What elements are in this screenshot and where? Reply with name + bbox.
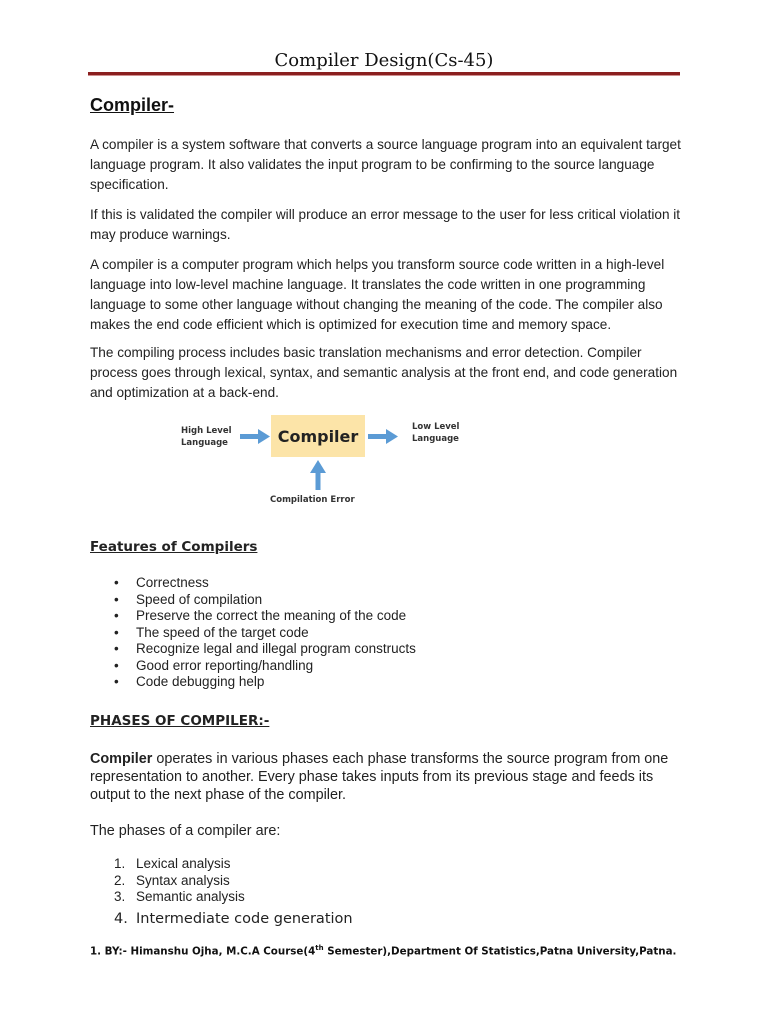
header-rule (88, 72, 680, 76)
feature-label: Recognize legal and illegal program constructs (136, 641, 416, 656)
compilation-error-label: Compilation Error (270, 495, 355, 505)
list-number: 1. (114, 856, 126, 871)
bullet-icon: • (114, 608, 119, 623)
output-arrow-shaft (368, 434, 388, 439)
bullet-icon: • (114, 624, 119, 640)
list-item (90, 625, 416, 642)
bullet-icon: • (114, 641, 119, 656)
paragraph-process: The compiling process includes basic translation mechanisms and error detection. Compiler process goes through lexical, syntax, and semantic analysis at the front end, and code generation and optimization at a back-end. (90, 345, 678, 400)
compiler-heading: Compiler- (90, 95, 175, 115)
page-footer (90, 944, 676, 957)
footer-superscript: th (315, 944, 324, 952)
bullet-icon: • (114, 591, 119, 607)
phase-label: Intermediate code generation (136, 910, 353, 927)
list-number: 2. (114, 872, 126, 888)
phases-intro-text: operates in various phases each phase transforms the source program from one representation to another. Every phase takes inputs from its previous stage and feeds its output to the next phase of the compiler. (90, 751, 669, 803)
output-language-label: Low Level Language (412, 422, 460, 444)
footer-prefix: 1. BY:- Himanshu Ojha, M.C.A Course(4 (90, 945, 316, 958)
phases-list-intro: The phases of a compiler are: (90, 823, 281, 839)
list-item (90, 575, 416, 592)
phases-heading: PHASES OF COMPILER:- (90, 713, 270, 729)
list-item (90, 592, 416, 609)
list-item (90, 658, 416, 675)
phase-label: Lexical analysis (136, 856, 231, 871)
input-arrow-head (258, 429, 270, 444)
list-item (90, 889, 353, 906)
phase-label: Syntax analysis (136, 872, 230, 888)
phase-label: Semantic analysis (136, 889, 245, 904)
bullet-icon: • (114, 657, 119, 673)
feature-label: The speed of the target code (136, 624, 309, 640)
phases-intro-paragraph (90, 750, 690, 804)
bullet-icon: • (114, 575, 119, 590)
list-item (90, 674, 416, 691)
compiler-box: Compiler (271, 415, 365, 457)
phases-intro-bold: Compiler (90, 751, 153, 767)
list-number: 4. (114, 910, 128, 927)
error-arrow-shaft (316, 472, 321, 490)
paragraph-translation: A compiler is a computer program which helps you transform source code written in a high-level language into low-level machine language. It translates the code written in one programming language to some other language without changing the meaning of the code. The compiler also makes the end code efficient which is optimized for execution time and memory space. (90, 257, 665, 332)
feature-label: Correctness (136, 575, 209, 590)
error-arrow-head (310, 460, 326, 473)
feature-label: Preserve the correct the meaning of the code (136, 608, 407, 623)
list-item (90, 908, 353, 930)
list-item (90, 873, 353, 890)
input-arrow-shaft (240, 434, 260, 439)
list-item (90, 608, 416, 625)
features-list (90, 575, 416, 691)
compiler-diagram (170, 412, 470, 516)
feature-label: Good error reporting/handling (136, 657, 314, 673)
list-item (90, 641, 416, 658)
list-item (90, 856, 353, 873)
input-language-label: High Level Language (181, 426, 232, 448)
output-arrow-head (386, 429, 398, 444)
document-header-title: Compiler Design(Cs-45) (274, 50, 494, 71)
paragraph-definition: A compiler is a system software that converts a source language program into an equivalent target language program. It also validates the input program to be confirming to the source language specification. (90, 137, 681, 192)
feature-label: Code debugging help (136, 674, 265, 689)
footer-suffix: Semester),Department Of Statistics,Patna University,Patna. (323, 945, 677, 958)
features-heading: Features of Compilers (90, 539, 258, 555)
paragraph-validation: If this is validated the compiler will produce an error message to the user for less critical violation it may produce warnings. (90, 207, 681, 242)
phases-list (90, 856, 353, 930)
feature-label: Speed of compilation (136, 591, 263, 607)
bullet-icon: • (114, 674, 119, 689)
list-number: 3. (114, 889, 126, 904)
